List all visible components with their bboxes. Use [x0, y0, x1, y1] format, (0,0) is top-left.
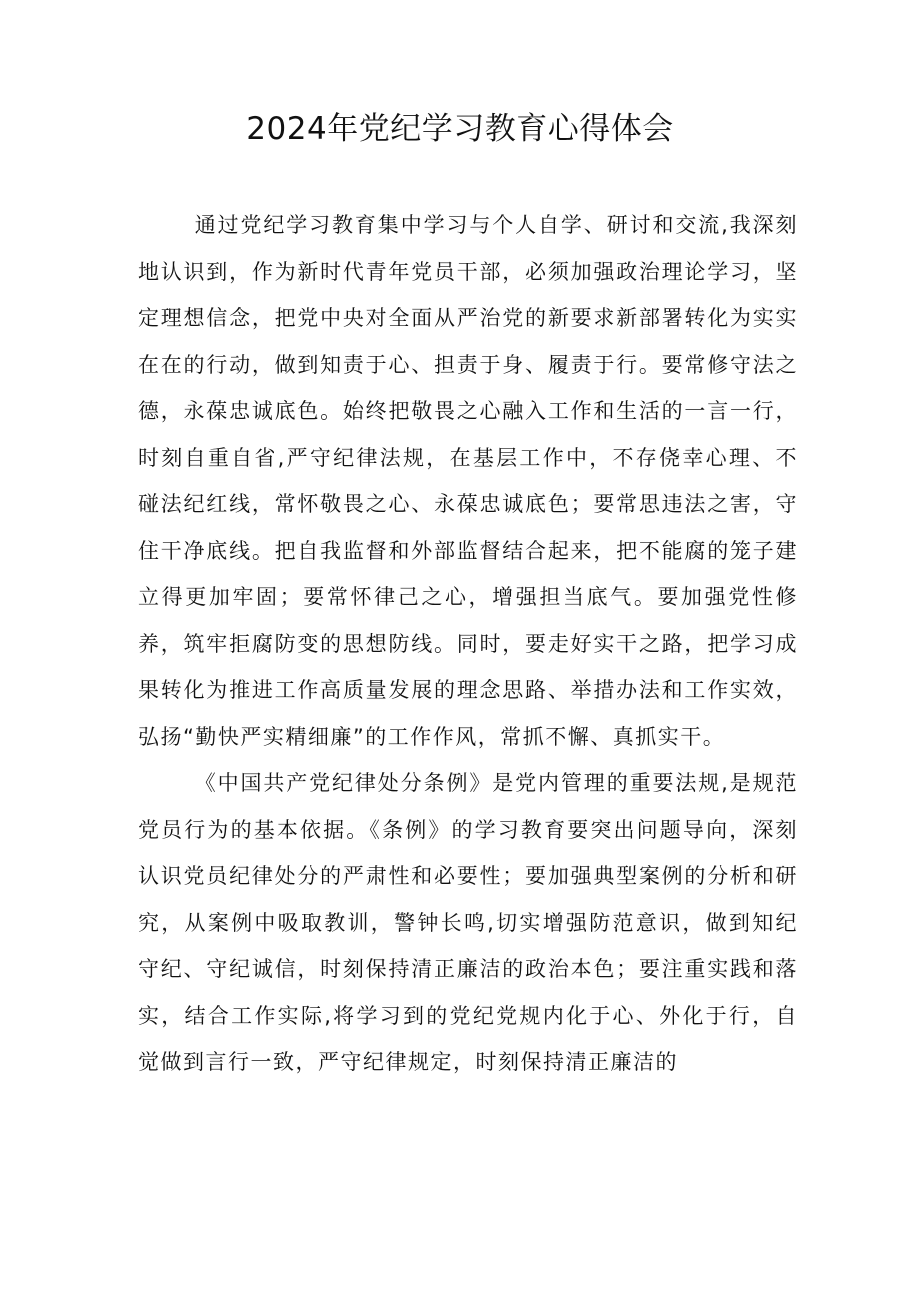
- paragraph-1: 通过党纪学习教育集中学习与个人自学、研讨和交流,我深刻地认识到，作为新时代青年党员干部，必须加强政治理论学习，坚定理想信念，把党中央对全面从严治党的新要求新部署转化为实实在在的行动，做到知责于心、担责于身、履责于行。要常修守法之德，永葆忠诚底色。始终把敬畏之心融入工作和生活的一言一行，时刻自重自省,严守纪律法规，在基层工作中，不存侥幸心理、不碰法纪红线，常怀敬畏之心、永葆忠诚底色；要常思违法之害，守住干净底线。把自我监督和外部监督结合起来，把不能腐的笼子建立得更加牢固；要常怀律己之心，增强担当底气。要加强党性修养，筑牢拒腐防变的思想防线。同时，要走好实干之路，把学习成果转化为推进工作高质量发展的理念思路、举措办法和工作实效，弘扬“勤快严实精细廉”的工作作风，常抓不懈、真抓实干。: [138, 213, 798, 749]
- paragraph-2: 《中国共产党纪律处分条例》是党内管理的重要法规,是规范党员行为的基本依据。《条例》的学习教育要突出问题导向，深刻认识党员纪律处分的严肃性和必要性；要加强典型案例的分析和研究，从案例中吸取教训，警钟长鸣,切实增强防范意识，做到知纪守纪、守纪诚信，时刻保持清正廉洁的政治本色；要注重实践和落实，结合工作实际,将学习到的党纪党规内化于心、外化于行，自觉做到言行一致，严守纪律规定，时刻保持清正廉洁的: [138, 771, 798, 1074]
- document-body: [138, 202, 798, 1086]
- document-title: 2024年党纪学习教育心得体会: [246, 111, 674, 147]
